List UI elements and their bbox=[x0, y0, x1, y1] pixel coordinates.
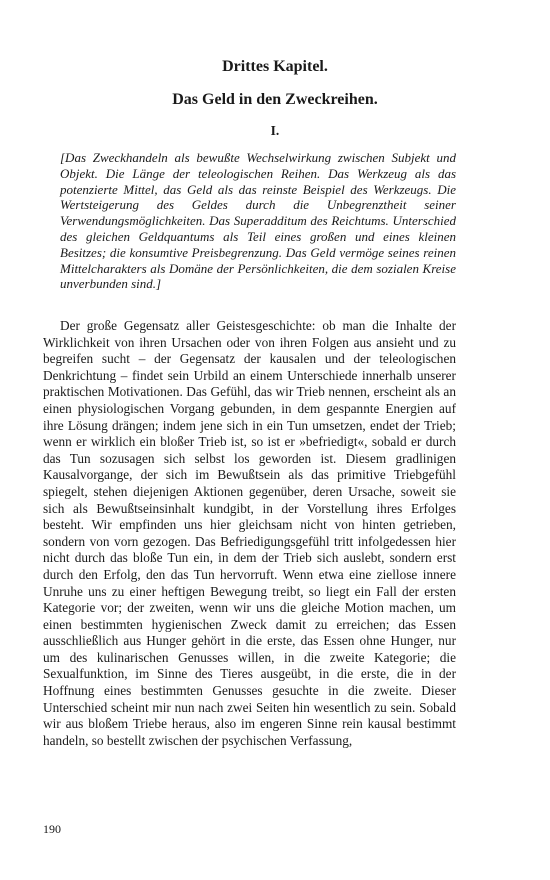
body-paragraph: Der große Gegensatz aller Geistesgeschichte: ob man die Inhalte der Wirklichkeit von ihren Ursachen oder von ihren Folgen aus ansieht und zu begreifen sucht – der Gegensatz der kausalen und der teleologischen Denkrichtung – findet sein Urbild an einem Unterschiede innerhalb unserer praktischen Motivationen. Das Gefühl, das wir Trieb nennen, erscheint als an einen physiologischen Vorgang gebunden, in dem gespannte Energien auf ihre Lösung drängen; indem jene sich in ein Tun umsetzen, endet der Trieb; wenn er wirklich ein bloßer Trieb ist, so ist er »befriedigt«, sobald er durch das Tun sozusagen sich selbst los geworden ist. Diesem gradlinigen Kausalvorgange, der sich im Bewußtsein als das primitive Triebgefühl spiegelt, stehen diejenigen Aktionen gegenüber, deren Ursache, soweit sie sich als Bewußtseinsinhalt kundgibt, in der Vorstellung ihres Erfolges besteht. Wir empfinden uns hier gleichsam nicht von hinten getrieben, sondern von vorn gezogen. Das Befriedigungsgefühl tritt infolgedessen hier nicht durch das bloße Tun ein, in dem der Trieb sich auslebt, sondern erst durch den Erfolg, den das Tun hervorruft. Wenn etwa eine ziellose innere Unruhe uns zu einer heftigen Bewegung treibt, so liegt ein Fall der ersten Kategorie vor; der zweiten, wenn wir uns die gleiche Motion machen, um einen bestimmten hygienischen Zweck damit zu erreichen; das Essen ausschließlich aus Hunger gehört in die erste, das Essen ohne Hunger, nur um des kulinarischen Genusses willen, in die zweite Kategorie; die Sexualfunktion, im Sinne des Tieres ausgeübt, in die erste, die in der Hoffnung eines bestimmten Genusses gesuchte in die zweite. Dieser Unterschied scheint mir nun nach zwei Seiten hin wesentlich zu sein. Sobald wir aus bloßem Triebe heraus, also im engeren Sinne rein kausal bestimmt handeln, so bestellt zwischen der psychischen Verfassung, bbox=[43, 318, 456, 748]
chapter-number: Drittes Kapitel. bbox=[222, 58, 328, 75]
chapter-title: Das Geld in den Zweckreihen. bbox=[172, 91, 378, 108]
page-number: 190 bbox=[43, 822, 61, 836]
section-number: I. bbox=[270, 123, 280, 138]
chapter-summary: [Das Zweckhandeln als bewußte Wechselwirkung zwischen Subjekt und Objekt. Die Länge der teleologischen Reihen. Das Werkzeug als das potenzierte Mittel, das Geld als das reinste Beispiel des Werkzeugs. Die Wertsteigerung des Geldes durch die Unbegrenztheit seiner Verwendungsmöglichkeiten. Das Superadditum des Reichtums. Unterschied des gleichen Geldquantums als Teil eines großen und eines kleinen Besitzes; die konsumtive Preisbegrenzung. Das Geld vermöge seines reinen Mittelcharakters als Domäne der Persönlichkeiten, die dem sozialen Kreise unverbunden sind.] bbox=[60, 150, 456, 292]
